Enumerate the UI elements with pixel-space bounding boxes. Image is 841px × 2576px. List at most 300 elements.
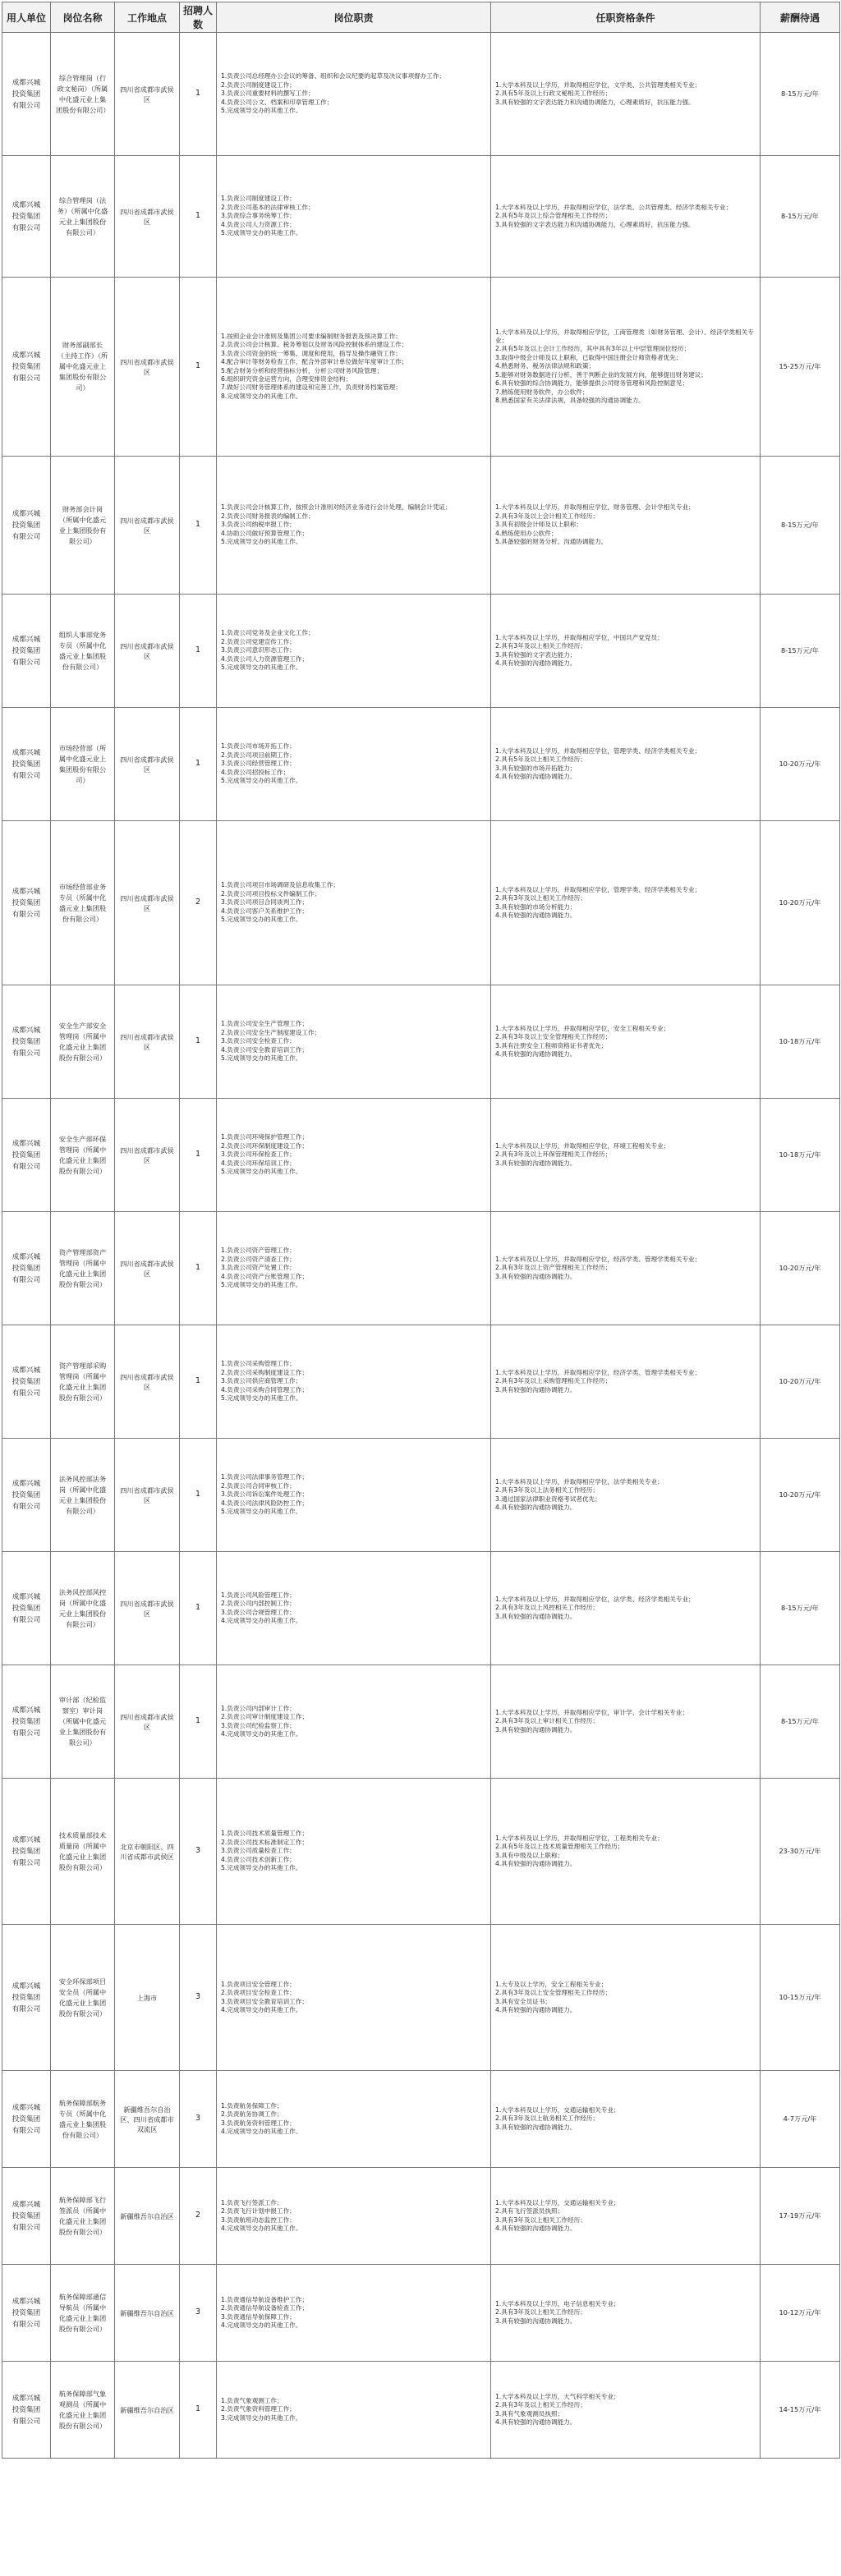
duties-cell	[217, 1665, 491, 1779]
duty-item: 2.负责公司合同审核工作；	[221, 1481, 296, 1490]
employer-cell: 成都兴城投资集团有限公司	[2, 2265, 51, 2362]
requirement-item: 2.具有3年及以上相关工作经历；	[495, 2401, 586, 2409]
duty-item: 6.组织研究资金运营方向，合理安排资金结构；	[221, 374, 352, 383]
duty-item: 3.负责公司供应商管理工作；	[221, 1377, 302, 1385]
requirement-item: 8.熟悉国家有关法律法规，具备较强的沟通协调能力。	[495, 396, 645, 404]
requirement-item: 1.大学本科及以上学历，交通运输相关专业；	[495, 2198, 620, 2206]
requirement-item: 3.具有较强的沟通协调能力。	[495, 1159, 577, 1167]
requirement-item: 1.大学本科及以上学历，并取得相应学位，经济学类、管理学类相关专业；	[495, 1368, 701, 1376]
post-name-cell: 航务保障部通信导航员（所属中化盛元业上集团股份有限公司）	[51, 2265, 115, 2362]
duty-item: 5.配合财务分析和经营指标分析，分析公司财务风险管理；	[221, 366, 384, 374]
headcount-cell: 3	[180, 2265, 217, 2362]
location-cell: 新疆维吾尔自治区	[115, 2168, 180, 2265]
duty-item: 2.负责气象资料管理工作；	[221, 2405, 296, 2413]
header-count: 招聘人数	[180, 2, 217, 33]
post-name-cell: 航务保障部飞行签派员（所属中化盛元业上集团股份有限公司）	[51, 2168, 115, 2265]
employer-cell: 成都兴城投资集团有限公司	[2, 1212, 51, 1325]
duty-item: 5.完成领导交办的其他工作。	[221, 538, 302, 546]
duty-item: 1.负责公司技术质量管理工作；	[221, 1830, 308, 1838]
requirement-item: 3.具有较强的沟通协调能力。	[495, 2123, 577, 2131]
requirement-item: 2.具有3年及以上相关工作经历；	[495, 642, 586, 650]
requirements-cell	[491, 1099, 761, 1212]
requirement-item: 1.大学本科及以上学历，并取得相应学位，经济学类、管理学类相关专业；	[495, 1255, 701, 1263]
duty-item: 1.负责航务保障工作；	[221, 2101, 283, 2110]
duty-item: 1.负责公司项目市场调研及信息收集工作；	[221, 881, 339, 889]
duty-item: 4.完成领导交办的其他工作。	[221, 2224, 302, 2232]
requirement-item: 2.具有3年及以上相关工作经历；	[495, 2308, 586, 2317]
requirement-item: 2.具有3年及以上风控相关工作经历；	[495, 1604, 599, 1612]
duty-item: 5.完成领导交办的其他工作。	[221, 1864, 302, 1872]
requirement-item: 3.取得中级会计师及以上职称，已取得中国注册会计师资格者优先；	[495, 353, 682, 361]
requirements-cell	[491, 2071, 761, 2168]
requirement-item: 3.具有安全员证书；	[495, 1997, 551, 2005]
table-row	[2, 1925, 840, 2071]
header-duties: 岗位职责	[217, 2, 491, 33]
requirement-item: 4.具有较强的沟通协调能力。	[495, 2418, 577, 2426]
location-cell: 四川省成都市武侯区	[115, 1439, 180, 1552]
location-cell: 四川省成都市武侯区	[115, 1212, 180, 1325]
requirement-item: 2.具有5年及以上会计工作经历，其中具有3年以上中层管理岗位经历；	[495, 345, 691, 353]
table-row	[2, 278, 840, 457]
requirement-item: 1.大学本科及以上学历，交通运输相关专业；	[495, 2105, 620, 2114]
requirement-item: 2.具有3年及以上法务相关工作经历；	[495, 1486, 599, 1495]
requirement-item: 3.具有较强的文字表达能力和沟通协调能力，心理素质好，抗压能力强。	[495, 98, 695, 106]
requirement-item: 1.大学本科及以上学历，并取得相应学位，法学类、公共管理类、经济学类相关专业；	[495, 203, 733, 211]
header-post: 岗位名称	[51, 2, 115, 33]
duty-item: 5.完成领导交办的其他工作。	[221, 1281, 302, 1289]
duty-item: 1.负责公司安全生产管理工作；	[221, 1020, 308, 1028]
duty-item: 2.负责公司项目前期工作；	[221, 751, 296, 759]
requirement-item: 2.具有3年及以上审计相关工作经历；	[495, 1717, 599, 1725]
salary-cell: 10-20万元/年	[761, 1212, 840, 1325]
duty-item: 3.负责公司质量检查工作；	[221, 1847, 296, 1855]
employer-cell: 成都兴城投资集团有限公司	[2, 2071, 51, 2168]
requirement-item: 3.具有较强的沟通协调能力。	[495, 1385, 577, 1394]
duty-item: 3.负责公司环保检查工作；	[221, 1150, 296, 1159]
duty-item: 5.完成领导交办的其他工作。	[221, 229, 302, 237]
location-cell: 新疆维吾尔自治区	[115, 2362, 180, 2459]
requirement-item: 1.大学本科及以上学历，并取得相应学位，法学类、经济学类相关专业；	[495, 1595, 695, 1603]
requirements-cell	[491, 985, 761, 1099]
location-cell: 四川省成都市武侯区	[115, 278, 180, 457]
duty-item: 2.负责公司技术标准制定工作；	[221, 1838, 308, 1846]
headcount-cell: 1	[180, 278, 217, 457]
salary-cell: 10-20万元/年	[761, 821, 840, 985]
salary-cell: 4-7万元/年	[761, 2071, 840, 2168]
headcount-cell: 1	[180, 1665, 217, 1779]
requirement-item: 3.具有较强的沟通协调能力。	[495, 1725, 577, 1733]
table-row	[2, 985, 840, 1099]
duty-item: 2.负责公司安全生产制度建设工作；	[221, 1028, 321, 1036]
duty-item: 2.负责公司制度建设工作；	[221, 80, 296, 89]
location-cell: 四川省成都市武侯区	[115, 1552, 180, 1665]
requirement-item: 7.熟练使用财务软件，办公软件；	[495, 388, 589, 396]
salary-cell: 10-20万元/年	[761, 708, 840, 821]
employer-cell: 成都兴城投资集团有限公司	[2, 457, 51, 595]
table-row	[2, 1779, 840, 1925]
requirement-item: 2.具有3年及以上采购管理相关工作经历；	[495, 1377, 612, 1385]
job-table	[2, 2, 840, 2459]
requirement-item: 1.大学本科及以上学历，并取得相应学位，管理学类、经济学类相关专业；	[495, 746, 701, 755]
headcount-cell: 1	[180, 33, 217, 156]
requirement-item: 2.具有5年及以上相关工作经历；	[495, 755, 586, 764]
salary-cell: 8-15万元/年	[761, 33, 840, 156]
duty-item: 3.负责航务资料管理工作；	[221, 2119, 296, 2127]
salary-cell: 8-15万元/年	[761, 1665, 840, 1779]
requirement-item: 4.熟练使用办公软件；	[495, 529, 558, 537]
post-name-cell: 资产管理部资产管理岗（所属中化盛元业上集团股份有限公司）	[51, 1212, 115, 1325]
duty-item: 3.负责公司纪检监察工作；	[221, 1721, 296, 1729]
duty-item: 3.负责公司资产处置工作；	[221, 1264, 296, 1272]
duties-cell	[217, 156, 491, 278]
duty-item: 2.负责公司基本的法律审核工作；	[221, 203, 315, 211]
employer-cell: 成都兴城投资集团有限公司	[2, 708, 51, 821]
salary-cell: 10-20万元/年	[761, 1439, 840, 1552]
duty-item: 3.负责公司诉讼案件处理工作；	[221, 1490, 308, 1499]
salary-cell: 10-20万元/年	[761, 1325, 840, 1439]
employer-cell: 成都兴城投资集团有限公司	[2, 1439, 51, 1552]
duty-item: 4.负责公司安全教育培训工作；	[221, 1045, 308, 1054]
requirement-item: 3.具有气象观测员执照；	[495, 2409, 564, 2418]
headcount-cell: 1	[180, 985, 217, 1099]
duty-item: 2.负责航务协调工作；	[221, 2110, 283, 2119]
employer-cell: 成都兴城投资集团有限公司	[2, 278, 51, 457]
post-name-cell: 安全生产部安全管理岗（所属中化盛元业上集团股份有限公司）	[51, 985, 115, 1099]
requirement-item: 3.具有较强的沟通协调能力。	[495, 1612, 577, 1620]
requirements-cell	[491, 1439, 761, 1552]
duty-item: 2.负责公司财务报表的编制工作；	[221, 512, 315, 520]
requirement-item: 3.具有3年及以上相关工作经历；	[495, 2216, 586, 2224]
requirement-item: 4.具有较强的沟通协调能力。	[495, 772, 577, 780]
table-row	[2, 2362, 840, 2459]
duty-item: 1.负责公司环境保护管理工作；	[221, 1133, 308, 1141]
headcount-cell: 1	[180, 1325, 217, 1439]
post-name-cell: 法务风控部法务岗（所属中化盛元业上集团股份有限公司）	[51, 1439, 115, 1552]
requirements-cell	[491, 156, 761, 278]
requirement-item: 4.具有较强的沟通协调能力。	[495, 2224, 577, 2232]
headcount-cell: 1	[180, 1439, 217, 1552]
duty-item: 4.负责公司招投标工作；	[221, 768, 290, 776]
duty-item: 2.负责项目安全检查工作；	[221, 1989, 296, 1997]
duty-item: 5.完成领导交办的其他工作。	[221, 107, 302, 115]
requirement-item: 1.大学本科及以上学历，并取得相应学位，管理学类、经济学类相关专业；	[495, 885, 701, 893]
duty-item: 3.负责航班动态监控工作；	[221, 2216, 296, 2224]
post-name-cell: 安全环保部项目安全员（所属中化盛元业上集团股份有限公司）	[51, 1925, 115, 2071]
requirement-item: 1.大学本科及以上学历，并取得相应学位，中国共产党党员；	[495, 633, 664, 641]
duty-item: 3.负责通信导航保障工作；	[221, 2312, 296, 2321]
location-cell: 新疆维吾尔自治区	[115, 2265, 180, 2362]
requirement-item: 3.具有较强的市场开拓能力；	[495, 764, 577, 772]
duties-cell	[217, 2168, 491, 2265]
duty-item: 3.负责公司纳税申报工作；	[221, 521, 296, 529]
table-row	[2, 1212, 840, 1325]
duty-item: 4.负责公司法律风险防控工作；	[221, 1499, 308, 1507]
duty-item: 2.负责公司资产清查工作；	[221, 1255, 296, 1263]
location-cell: 四川省成都市武侯区	[115, 156, 180, 278]
duty-item: 1.负责公司党务及企业文化工作；	[221, 629, 315, 637]
headcount-cell: 1	[180, 1212, 217, 1325]
requirement-item: 3.具有较强的文字表达能力和沟通协调能力，心理素质好，抗压能力强。	[495, 220, 695, 228]
location-cell: 四川省成都市武侯区	[115, 821, 180, 985]
post-name-cell: 综合管理岗（行政文秘岗）（所属中化盛元业上集团股份有限公司）	[51, 33, 115, 156]
headcount-cell: 1	[180, 595, 217, 708]
requirements-cell	[491, 2265, 761, 2362]
duty-item: 4.负责公司资产台账管理工作；	[221, 1272, 308, 1280]
post-name-cell: 安全生产部环保管理岗（所属中化盛元业上集团股份有限公司）	[51, 1099, 115, 1212]
headcount-cell: 3	[180, 1925, 217, 2071]
duties-cell	[217, 1099, 491, 1212]
employer-cell: 成都兴城投资集团有限公司	[2, 2168, 51, 2265]
table-row	[2, 2168, 840, 2265]
duties-cell	[217, 1925, 491, 2071]
post-name-cell: 航务保障部航务专员（所属中化盛元业上集团股份有限公司）	[51, 2071, 115, 2168]
requirement-item: 1.大学本科及以上学历，并取得相应学位，文学类、公共管理类相关专业；	[495, 80, 701, 89]
requirement-item: 2.具有5年及以上技术质量管理相关工作经历；	[495, 1843, 624, 1851]
duty-item: 3.完成领导交办的其他工作。	[221, 2413, 302, 2422]
duty-item: 4.负责公司人力资源管理工作；	[221, 654, 308, 663]
duties-cell	[217, 2362, 491, 2459]
requirements-cell	[491, 2168, 761, 2265]
headcount-cell: 1	[180, 1099, 217, 1212]
headcount-cell: 1	[180, 2362, 217, 2459]
salary-cell: 17-19万元/年	[761, 2168, 840, 2265]
requirement-item: 2.具有3年及以上会计相关工作经历；	[495, 512, 599, 520]
requirement-item: 1.大学本科及以上学历，并取得相应学位，财务管理、会计学相关专业；	[495, 503, 695, 512]
headcount-cell: 1	[180, 156, 217, 278]
duty-item: 5.完成领导交办的其他工作。	[221, 1054, 302, 1063]
duty-item: 1.负责公司制度建设工作；	[221, 195, 296, 203]
requirement-item: 4.具有较强的沟通协调能力。	[495, 1049, 577, 1058]
headcount-cell: 3	[180, 1779, 217, 1925]
table-row	[2, 1439, 840, 1552]
duty-item: 1.负责通信导航设备维护工作；	[221, 2295, 308, 2303]
duty-item: 2.负责飞行计划申报工作；	[221, 2207, 296, 2216]
duty-item: 1.负责公司总经理办公会议的筹备、组织和会议纪要的起草及决议事项督办工作；	[221, 72, 446, 80]
post-name-cell: 资产管理部采购管理岗（所属中化盛元业上集团股份有限公司）	[51, 1325, 115, 1439]
duty-item: 2.负责公司审计制度建设工作；	[221, 1713, 308, 1721]
employer-cell: 成都兴城投资集团有限公司	[2, 595, 51, 708]
salary-cell: 10-15万元/年	[761, 1925, 840, 2071]
post-name-cell: 综合管理岗（法务）（所属中化盛元业上集团股份有限公司）	[51, 156, 115, 278]
location-cell: 四川省成都市武侯区	[115, 595, 180, 708]
table-row	[2, 1325, 840, 1439]
duty-item: 4.负责公司技术创新工作；	[221, 1855, 296, 1863]
requirement-item: 3.通过国家法律职业资格考试者优先；	[495, 1495, 601, 1503]
post-name-cell: 财务部副部长（主持工作）（所属中化盛元业上集团股份有限公司）	[51, 278, 115, 457]
requirement-item: 5.具备较强的财务分析、沟通协调能力。	[495, 538, 608, 546]
requirements-cell	[491, 821, 761, 985]
salary-cell: 23-30万元/年	[761, 1779, 840, 1925]
salary-cell: 8-15万元/年	[761, 156, 840, 278]
duty-item: 1.负责公司内部审计工作；	[221, 1704, 296, 1712]
requirements-cell	[491, 457, 761, 595]
headcount-cell: 1	[180, 1552, 217, 1665]
location-cell: 四川省成都市武侯区	[115, 457, 180, 595]
duty-item: 2.负责公司党建宣传工作；	[221, 637, 296, 645]
requirement-item: 3.具有较强的市场分析能力；	[495, 902, 577, 911]
salary-cell: 8-15万元/年	[761, 457, 840, 595]
duty-item: 1.负责公司资产管理工作；	[221, 1247, 296, 1255]
duty-item: 7.做好公司财务管理体系的建设和完善工作，负责财务档案管理；	[221, 383, 402, 392]
table-body	[2, 33, 840, 2459]
duty-item: 2.负责公司环保制度建设工作；	[221, 1141, 308, 1150]
duty-item: 3.负责公司重要材料的撰写工作；	[221, 90, 315, 98]
requirement-item: 3.具有较强的文字表达能力；	[495, 650, 577, 659]
post-name-cell: 技术质量部技术质量岗（所属中化盛元业上集团股份有限公司）	[51, 1779, 115, 1925]
duty-item: 5.完成领导交办的其他工作。	[221, 777, 302, 785]
employer-cell: 成都兴城投资集团有限公司	[2, 156, 51, 278]
duties-cell	[217, 821, 491, 985]
header-requirements: 任职资格条件	[491, 2, 761, 33]
post-name-cell: 审计部（纪检监察室）审计岗（所属中化盛元业上集团股份有限公司）	[51, 1665, 115, 1779]
location-cell: 四川省成都市武侯区	[115, 33, 180, 156]
duty-item: 4.配合审计等财务检查工作，配合外部审计单位做好年度审计工作；	[221, 358, 408, 366]
duty-item: 5.完成领导交办的其他工作。	[221, 1508, 302, 1516]
duties-cell	[217, 985, 491, 1099]
employer-cell: 成都兴城投资集团有限公司	[2, 1925, 51, 2071]
requirement-item: 1.大学本科及以上学历，并取得相应学位，工商管理类（如财务管理、会计）、经济学类相关专业；	[495, 328, 754, 345]
employer-cell: 成都兴城投资集团有限公司	[2, 33, 51, 156]
requirements-cell	[491, 595, 761, 708]
table-row	[2, 2265, 840, 2362]
post-name-cell: 市场经营部业务专员（所属中化盛元业上集团股份有限公司）	[51, 821, 115, 985]
requirement-item: 1.大学本科及以上学历，电子信息相关专业；	[495, 2299, 620, 2307]
requirement-item: 1.大学本科及以上学历，大气科学相关专业；	[495, 2392, 620, 2400]
location-cell: 四川省成都市武侯区	[115, 708, 180, 821]
duty-item: 4.完成领导交办的其他工作。	[221, 1729, 302, 1738]
requirements-cell	[491, 708, 761, 821]
salary-cell: 15-25万元/年	[761, 278, 840, 457]
duty-item: 4.负责公司环保培训工作；	[221, 1159, 296, 1167]
duties-cell	[217, 33, 491, 156]
requirements-cell	[491, 1779, 761, 1925]
requirement-item: 1.大学本科及以上学历，并取得相应学位，审计学、会计学相关专业；	[495, 1708, 689, 1716]
location-cell: 四川省成都市武侯区	[115, 985, 180, 1099]
duty-item: 1.负责公司采购管理工作；	[221, 1360, 296, 1368]
requirement-item: 4.具有较强的沟通协调能力。	[495, 1859, 577, 1867]
table-row	[2, 708, 840, 821]
requirement-item: 2.具有5年及以上行政文秘相关工作经历；	[495, 90, 612, 98]
duty-item: 3.负责公司资金的统一筹集、调度和使用，指导及操作融资工作；	[221, 349, 402, 357]
duty-item: 1.负责气象观测工作；	[221, 2396, 283, 2404]
requirement-item: 4.具有较强的沟通协调能力。	[495, 659, 577, 667]
duty-item: 5.完成领导交办的其他工作。	[221, 664, 302, 672]
duty-item: 4.负责公司人力资源工作；	[221, 220, 296, 228]
requirement-item: 2.具有3年及以上资产管理相关工作经历；	[495, 1264, 612, 1272]
employer-cell: 成都兴城投资集团有限公司	[2, 985, 51, 1099]
salary-cell: 10-18万元/年	[761, 985, 840, 1099]
location-cell: 四川省成都市武侯区	[115, 1099, 180, 1212]
salary-cell: 10-18万元/年	[761, 1099, 840, 1212]
duty-item: 4.完成领导交办的其他工作。	[221, 2127, 302, 2135]
requirement-item: 3.具有初级会计师及以上职称；	[495, 521, 582, 529]
post-name-cell: 航务保障部气象观测员（所属中化盛元业上集团股份有限公司）	[51, 2362, 115, 2459]
salary-cell: 14-15万元/年	[761, 2362, 840, 2459]
duties-cell	[217, 2265, 491, 2362]
requirement-item: 2.具有3年及以上安全管理相关工作经历；	[495, 1033, 612, 1041]
headcount-cell: 3	[180, 2071, 217, 2168]
duty-item: 4.负责公司客户关系维护工作；	[221, 907, 308, 915]
duty-item: 4.负责公司采购合同管理工作；	[221, 1385, 308, 1394]
table-row	[2, 821, 840, 985]
duties-cell	[217, 1325, 491, 1439]
header-location: 工作地点	[115, 2, 180, 33]
duty-item: 3.负责项目安全教育培训工作；	[221, 1997, 308, 2005]
duty-item: 2.负责公司采购制度建设工作；	[221, 1368, 308, 1376]
duty-item: 3.负责公司合规管理工作；	[221, 1608, 296, 1616]
requirement-item: 4.具有较强的沟通协调能力。	[495, 911, 577, 919]
post-name-cell: 法务风控部风控岗（所属中化盛元业上集团股份有限公司）	[51, 1552, 115, 1665]
location-cell: 四川省成都市武侯区	[115, 1325, 180, 1439]
duty-item: 4.完成领导交办的其他工作。	[221, 1616, 302, 1624]
duty-item: 1.负责公司会计核算工作，按照会计准则对经济业务进行会计处理，编制会计凭证；	[221, 503, 452, 512]
requirement-item: 1.大学本科及以上学历，并取得相应学位，工程类相关专业；	[495, 1834, 664, 1842]
duty-item: 2.负责通信导航设备检查工作；	[221, 2304, 308, 2312]
location-cell: 上海市	[115, 1925, 180, 2071]
requirement-item: 4.具有较强的沟通协调能力。	[495, 1503, 577, 1511]
employer-cell: 成都兴城投资集团有限公司	[2, 1552, 51, 1665]
post-name-cell: 财务部会计岗（所属中化盛元业上集团股份有限公司）	[51, 457, 115, 595]
duty-item: 5.完成领导交办的其他工作。	[221, 1394, 302, 1403]
duty-item: 1.负责项目安全管理工作；	[221, 1980, 296, 1988]
table-row	[2, 457, 840, 595]
table-row	[2, 156, 840, 278]
duty-item: 2.负责公司项目投标文件编制工作；	[221, 889, 321, 898]
post-name-cell: 组织人事部党务专员（所属中化盛元业上集团股份有限公司）	[51, 595, 115, 708]
employer-cell: 成都兴城投资集团有限公司	[2, 1779, 51, 1925]
requirement-item: 2.具有5年及以上综合管理相关工作经历；	[495, 212, 612, 220]
headcount-cell: 2	[180, 821, 217, 985]
requirement-item: 2.具有3年及以上航务相关工作经历；	[495, 2115, 599, 2123]
table-row	[2, 33, 840, 156]
salary-cell: 10-12万元/年	[761, 2265, 840, 2362]
requirement-item: 1.大学本科及以上学历，并取得相应学位，法学类相关专业；	[495, 1477, 664, 1485]
location-cell: 四川省成都市武侯区	[115, 1665, 180, 1779]
duties-cell	[217, 457, 491, 595]
requirements-cell	[491, 1925, 761, 2071]
salary-cell: 8-15万元/年	[761, 1552, 840, 1665]
header-salary: 薪酬待遇	[761, 2, 840, 33]
duties-cell	[217, 1552, 491, 1665]
table-row	[2, 1552, 840, 1665]
salary-cell: 8-15万元/年	[761, 595, 840, 708]
requirement-item: 2.具有3年及以上环保管理相关工作经历；	[495, 1150, 612, 1159]
requirements-cell	[491, 278, 761, 457]
duty-item: 3.负责公司项目合同谈判工作；	[221, 898, 308, 907]
duties-cell	[217, 708, 491, 821]
table-row	[2, 595, 840, 708]
duty-item: 5.完成领导交办的其他工作。	[221, 916, 302, 924]
requirement-item: 1.大学本科及以上学历，并取得相应学位，安全工程相关专业；	[495, 1024, 670, 1032]
employer-cell: 成都兴城投资集团有限公司	[2, 1099, 51, 1212]
duty-item: 4.协助公司做好预算管理工作；	[221, 529, 308, 537]
duties-cell	[217, 1779, 491, 1925]
requirement-item: 5.能够对财务数据进行分析，善于判断企业的发展方向，能够提出财务建议；	[495, 370, 707, 379]
requirement-item: 3.具有较强的沟通协调能力。	[495, 2317, 577, 2325]
duties-cell	[217, 278, 491, 457]
duty-item: 1.负责公司风险管理工作；	[221, 1591, 296, 1599]
duty-item: 1.负责公司法律事务管理工作；	[221, 1473, 308, 1481]
requirement-item: 3.具有中级及以上职称；	[495, 1851, 564, 1859]
duty-item: 4.完成领导交办的其他工作。	[221, 2005, 302, 2014]
requirements-cell	[491, 1212, 761, 1325]
requirement-item: 6.具有较强的综合协调能力，能够提供公司财务管理和风险控制意见；	[495, 379, 689, 388]
requirement-item: 3.具有注册安全工程师资格证书者优先；	[495, 1041, 608, 1049]
requirements-cell	[491, 1665, 761, 1779]
requirement-item: 1.大专及以上学历，安全工程相关专业；	[495, 1980, 608, 1988]
duty-item: 2.负责公司内部控制工作；	[221, 1600, 296, 1608]
table-row	[2, 1665, 840, 1779]
